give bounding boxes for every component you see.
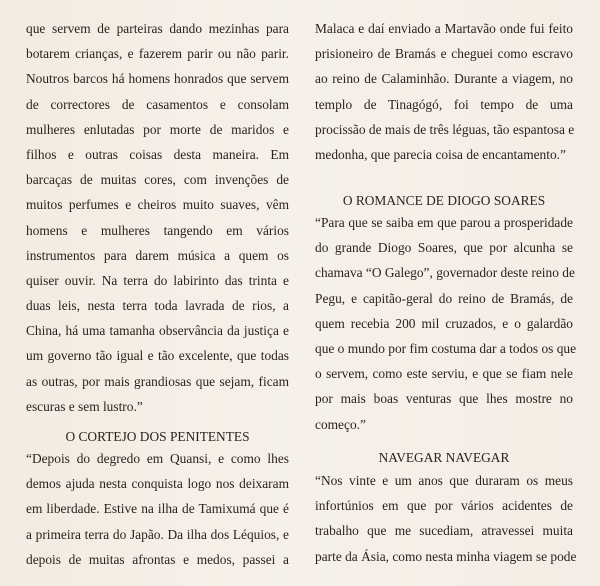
text-line: em liberdade. Estive na ilha de Tamixumá que é <box>26 501 289 517</box>
text-line: que o mundo por fim costuma dar a todos os que <box>315 340 577 356</box>
text-line: chamava “O Galego”, governador deste reino de <box>315 265 575 281</box>
text-line: duas leis, nesta terra toda lavrada de rios, a <box>26 298 289 314</box>
text-line: templo de Tinagógó, foi tempo de uma <box>315 96 573 112</box>
text-line: por mais boas venturas que lhes mostre no <box>315 391 573 407</box>
heading-text: O ROMANCE DE DIOGO SOARES <box>342 193 546 208</box>
text-line: Pegu, e capitão-geral do reino de Bramás, de <box>315 290 573 306</box>
text-line: homens e mulheres tangendo em vários <box>26 222 289 238</box>
text-line: “Para que se saiba em que parou a prosperidade <box>315 215 573 230</box>
text-line: infortúnios em que por vários acidentes de <box>315 498 573 514</box>
text-line: trabalho que me sucediam, atravessei muita <box>315 523 573 539</box>
text-line: procissão de mais de três léguas, tão espantosa e <box>315 121 575 137</box>
right-paragraph-3 <box>315 468 577 569</box>
text-line: medonha, que parecia coisa de encantamento.” <box>315 146 566 162</box>
right-paragraph-1 <box>315 16 573 167</box>
text-line: China, há uma tamanha observância da justiça e <box>26 323 289 339</box>
text-line: depois de muitas afrontas e medos, passei a <box>26 551 289 567</box>
text-line: as outras, por mais grandiosas que sejam, ficam <box>26 373 289 389</box>
text-line: um governo tão igual e tão excelente, que todas <box>26 348 289 364</box>
heading-text: NAVEGAR NAVEGAR <box>378 450 510 465</box>
text-line: barcaças de muitas cores, com invenções de <box>26 172 289 188</box>
text-line: demos ajuda nesta conquista logo nos deixaram <box>26 476 289 492</box>
text-line: filhos e outras coisas desta maneira. Em <box>26 146 289 162</box>
section-heading-navegar <box>315 445 573 470</box>
text-line: Malaca e daí enviado a Martavão onde fui feito <box>315 21 573 36</box>
text-line: de correctores de casamentos e consolam <box>26 96 289 112</box>
text-line: prisioneiro de Bramás e cheguei como escravo <box>315 46 573 62</box>
text-line: “Nos vinte e um anos que duraram os meus <box>315 473 573 488</box>
left-paragraph-1 <box>26 16 289 419</box>
heading-text: O CORTEJO DOS PENITENTES <box>65 429 250 444</box>
text-line: instrumentos para darem música a quem os <box>26 247 289 263</box>
text-line: começo.” <box>315 416 366 432</box>
right-paragraph-2 <box>315 210 577 437</box>
text-line: “Depois do degredo em Quansi, e como lhes <box>26 451 289 466</box>
text-line: quem recebia 200 mil cruzados, e o galardão <box>315 315 573 331</box>
text-line: Noutros barcos há homens honrados que servem <box>26 71 289 87</box>
text-line: escuras e sem lustro.” <box>26 398 143 414</box>
text-line: parte da Ásia, como nesta minha viagem se pode <box>315 548 577 564</box>
text-line: muitos perfumes e cheiros muito suaves, vêm <box>26 197 289 213</box>
text-line: quiser ouvir. Na terra do labirinto das trinta e <box>26 272 289 288</box>
text-line: mulheres enlutadas por morte de maridos e <box>26 121 289 137</box>
text-line: botarem crianças, e fazerem parir ou não parir. <box>26 46 289 62</box>
text-line: que servem de parteiras dando mezinhas para <box>26 21 289 36</box>
left-paragraph-2 <box>26 446 289 572</box>
text-line: a primeira terra do Japão. Da ilha dos Léquios, e <box>26 526 289 542</box>
text-line: o servem, como este serviu, e que se fiam nele <box>315 366 573 382</box>
text-line: ao reino de Calaminhão. Durante a viagem, no <box>315 71 573 87</box>
text-line: do grande Diogo Soares, que por alcunha se <box>315 240 573 256</box>
